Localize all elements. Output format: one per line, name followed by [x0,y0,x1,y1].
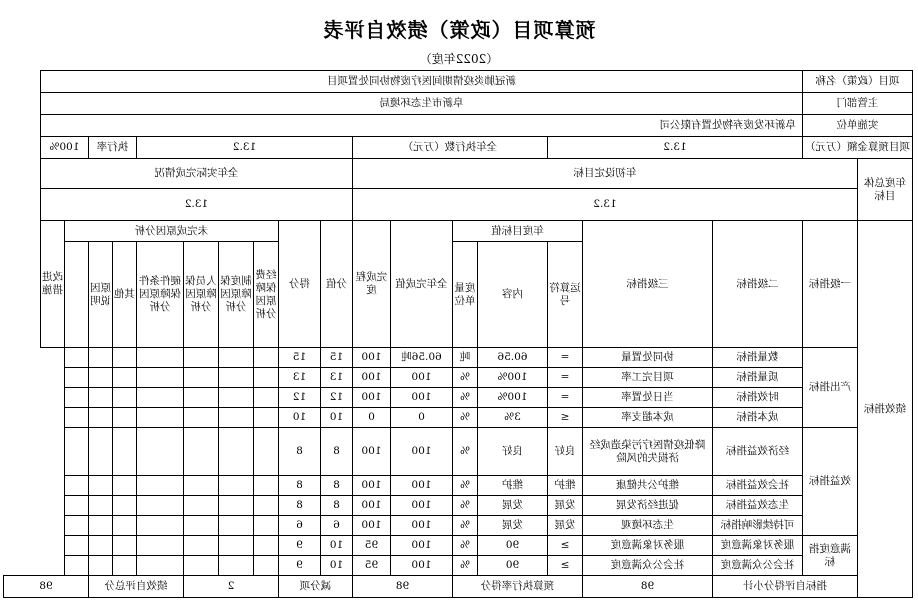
row-level2: 社会效益指标 [713,476,803,496]
row-reason-cell [137,428,184,476]
row-op: ≥ [548,536,583,556]
row-improve-cell [65,368,89,388]
row-reason-cell [113,408,137,428]
row-reason-cell [219,516,254,536]
header-unit: 度量单位 [453,242,478,348]
total-value: 98 [4,576,89,598]
row-score: 15 [279,348,321,368]
row-reason-cell [89,428,113,476]
row-reason-cell [254,388,279,408]
row-improve-cell [65,408,89,428]
row-op: 维护 [548,476,583,496]
row-improve-cell [65,348,89,368]
row-op: = [548,348,583,368]
total-label: 绩效自评总分 [89,576,184,598]
row-improve-cell [65,516,89,536]
goal-set-header: 年初设定目标 [353,159,858,189]
row-reason-cell [137,408,184,428]
row-level2: 质量指标 [713,368,803,388]
row-reason-cell [113,476,137,496]
row-reason-cell [137,388,184,408]
impl-value: 阜新环发废弃物处置有限公司 [40,115,802,137]
row-reason-cell [254,556,279,576]
row-reason-cell [137,476,184,496]
row-level3: 服务对象满意度 [583,536,713,556]
row-degree: 0 [353,408,391,428]
budget-value: 13.2 [548,137,803,159]
header-level2: 二级指标 [713,221,803,348]
row-reason-cell [219,348,254,368]
header-reason-note: 原因说明 [89,242,113,348]
row-content: 90 [478,536,548,556]
row-reason-cell [184,556,219,576]
row-reason-cell [219,556,254,576]
row-reason-cell [254,348,279,368]
row-reason-cell [137,496,184,516]
row-reason-cell [184,536,219,556]
row-actual: 100 [391,428,453,476]
header-weight: 分值 [321,221,353,348]
row-unit: 吨 [453,348,478,368]
row-unit: % [453,408,478,428]
perf-indicator-label: 绩效指标 [858,221,913,598]
row-level3: 项目完工率 [583,368,713,388]
row-degree: 100 [353,476,391,496]
page-title: 预算项目（政策）绩效自评表 [322,18,596,42]
level1-benefit: 效益指标 [803,428,858,536]
row-unit: % [453,516,478,536]
row-score: 13 [279,368,321,388]
row-reason-cell [184,476,219,496]
row-op: ≥ [548,556,583,576]
level1-output: 产出指标 [803,348,858,428]
row-improve-cell [65,388,89,408]
row-weight: 8 [321,496,353,516]
project-name-value: 新冠肺炎疫情期间医疗废物协同处置项目 [40,71,802,93]
row-unit: % [453,388,478,408]
header-op: 运算符号 [548,242,583,348]
project-name-label: 项目（政策）名称 [803,71,913,93]
row-reason-cell [254,428,279,476]
row-degree: 100 [353,348,391,368]
row-op: = [548,368,583,388]
row-level2: 社会公众满意度 [713,556,803,576]
row-weight: 15 [321,348,353,368]
row-reason-cell [184,408,219,428]
row-unit: % [453,536,478,556]
row-improve-cell [65,556,89,576]
row-score: 10 [279,408,321,428]
row-level2: 生态效益指标 [713,496,803,516]
header-actual: 全年完成值 [391,221,453,348]
row-weight: 6 [321,516,353,536]
deduct-value: 2 [184,576,279,598]
row-reason-cell [254,476,279,496]
header-improve: 改进措施 [40,221,64,348]
row-reason-cell [184,496,219,516]
row-reason-cell [113,536,137,556]
row-actual: 0 [391,408,453,428]
row-unit: % [453,476,478,496]
row-reason-cell [184,348,219,368]
row-score: 12 [279,388,321,408]
row-reason-cell [219,368,254,388]
row-reason-cell [137,536,184,556]
row-reason-cell [219,388,254,408]
row-score: 9 [279,556,321,576]
row-level2: 经济效益指标 [713,428,803,476]
header-reason-staff: 人员保障原因分析 [184,242,219,348]
row-score: 8 [279,428,321,476]
row-reason-cell [254,496,279,516]
row-weight: 8 [321,476,353,496]
row-reason-cell [219,428,254,476]
row-reason-cell [184,368,219,388]
row-level2: 数量指标 [713,348,803,368]
row-reason-cell [219,476,254,496]
row-level3: 降低疫情医疗污染造成经济损失的风险 [583,428,713,476]
exec-rate-label: 执行率 [89,137,137,159]
row-level3: 维护公共健康 [583,476,713,496]
row-weight: 10 [321,536,353,556]
row-reason-cell [113,368,137,388]
dept-label: 主管部门 [803,93,913,115]
row-op: ≤ [548,408,583,428]
subtotal-label: 指标自评得分小计 [713,576,858,598]
row-reason-cell [89,556,113,576]
row-reason-cell [113,556,137,576]
level1-satisfaction: 满意度指标 [803,536,858,576]
exec-amount-value: 13.2 [137,137,353,159]
row-degree: 100 [353,368,391,388]
header-reason-hardware: 硬件条件保障原因分析 [137,242,184,348]
row-reason-cell [137,516,184,536]
row-op: = [548,388,583,408]
row-reason-cell [254,516,279,536]
row-weight: 10 [321,408,353,428]
row-op: 发展 [548,516,583,536]
header-level3: 三级指标 [583,221,713,348]
row-op: 发展 [548,496,583,516]
row-reason-cell [219,536,254,556]
goal-actual-header: 全年实际完成情况 [40,159,352,189]
row-reason-cell [137,348,184,368]
row-level3: 成本超支率 [583,408,713,428]
row-degree: 100 [353,388,391,408]
row-reason-cell [137,368,184,388]
row-weight: 8 [321,428,353,476]
row-reason-cell [137,556,184,576]
goal-set-value: 13.2 [353,189,858,221]
row-level3: 促进经济发展 [583,496,713,516]
row-reason-cell [113,516,137,536]
exec-rate-value: 100% [40,137,88,159]
header-reason-funds: 经费保障原因分析 [254,242,279,348]
budget-label: 项目预算金额（万元） [803,137,913,159]
page-subtitle: （2022年度） [419,52,499,66]
row-degree: 100 [353,516,391,536]
row-reason-cell [89,476,113,496]
row-degree: 100 [353,496,391,516]
row-reason-cell [219,496,254,516]
row-actual: 100 [391,516,453,536]
header-reason-system: 制度保障原因分析 [219,242,254,348]
row-unit: % [453,428,478,476]
row-actual: 100 [391,368,453,388]
row-reason-cell [113,388,137,408]
row-score: 8 [279,496,321,516]
row-weight: 12 [321,388,353,408]
row-reason-cell [113,428,137,476]
row-unit: % [453,556,478,576]
row-reason-cell [113,348,137,368]
row-actual: 100 [391,388,453,408]
row-reason-cell [113,496,137,516]
row-actual: 100 [391,496,453,516]
row-reason-cell [254,408,279,428]
row-level3: 协同处置量 [583,348,713,368]
row-reason-cell [184,516,219,536]
header-level1: 一级指标 [803,221,858,348]
row-unit: % [453,496,478,516]
row-level3: 社会公众满意度 [583,556,713,576]
exec-score-value: 98 [353,576,453,598]
row-reason-cell [184,388,219,408]
row-reason-cell [254,368,279,388]
row-reason-cell [89,536,113,556]
row-level3: 生态环境观 [583,516,713,536]
row-reason-cell [89,368,113,388]
row-content: 维护 [478,476,548,496]
row-content: 90 [478,556,548,576]
header-content: 内容 [478,242,548,348]
header-target-group: 年度目标值 [453,221,583,242]
row-improve-cell [65,496,89,516]
row-actual: 100 [391,476,453,496]
row-content: 发展 [478,496,548,516]
header-reason-group: 未完成原因分析 [65,221,279,242]
row-level3: 当日处置率 [583,388,713,408]
row-op: 良好 [548,428,583,476]
exec-score-label: 预算执行率得分 [453,576,583,598]
row-actual: 100 [391,536,453,556]
row-improve-cell [65,476,89,496]
row-content: 发展 [478,516,548,536]
row-content: 良好 [478,428,548,476]
deduct-label: 减分项 [279,576,353,598]
impl-label: 实施单位 [803,115,913,137]
exec-amount-label: 全年执行数（万元） [353,137,548,159]
row-reason-cell [89,388,113,408]
row-content: 60.56 [478,348,548,368]
row-reason-cell [89,408,113,428]
row-reason-cell [89,348,113,368]
row-actual: 60.56吨 [391,348,453,368]
row-degree: 100 [353,428,391,476]
header-degree: 完成程度 [353,221,391,348]
row-reason-cell [89,516,113,536]
row-content: 100% [478,388,548,408]
row-degree: 95 [353,536,391,556]
header-reason-other: 其他 [113,242,137,348]
row-reason-cell [219,408,254,428]
dept-value: 阜新市生态环境局 [40,93,802,115]
row-level2: 服务对象满意度 [713,536,803,556]
row-weight: 10 [321,556,353,576]
row-score: 9 [279,536,321,556]
row-reason-cell [184,428,219,476]
evaluation-table [3,70,913,598]
row-score: 8 [279,476,321,496]
row-improve-cell [65,428,89,476]
row-content: 100% [478,368,548,388]
row-level2: 可持续影响指标 [713,516,803,536]
row-score: 6 [279,516,321,536]
annual-goal-label: 年度总体目标 [858,159,913,221]
row-level2: 时效指标 [713,388,803,408]
goal-actual-value: 13.2 [40,189,352,221]
row-level2: 成本指标 [713,408,803,428]
header-score: 得分 [279,221,321,348]
row-degree: 95 [353,556,391,576]
row-actual: 100 [391,556,453,576]
row-improve-cell [65,536,89,556]
row-reason-cell [89,496,113,516]
row-content: 3% [478,408,548,428]
subtotal-value: 98 [583,576,713,598]
row-reason-cell [254,536,279,556]
row-unit: % [453,368,478,388]
row-weight: 13 [321,368,353,388]
